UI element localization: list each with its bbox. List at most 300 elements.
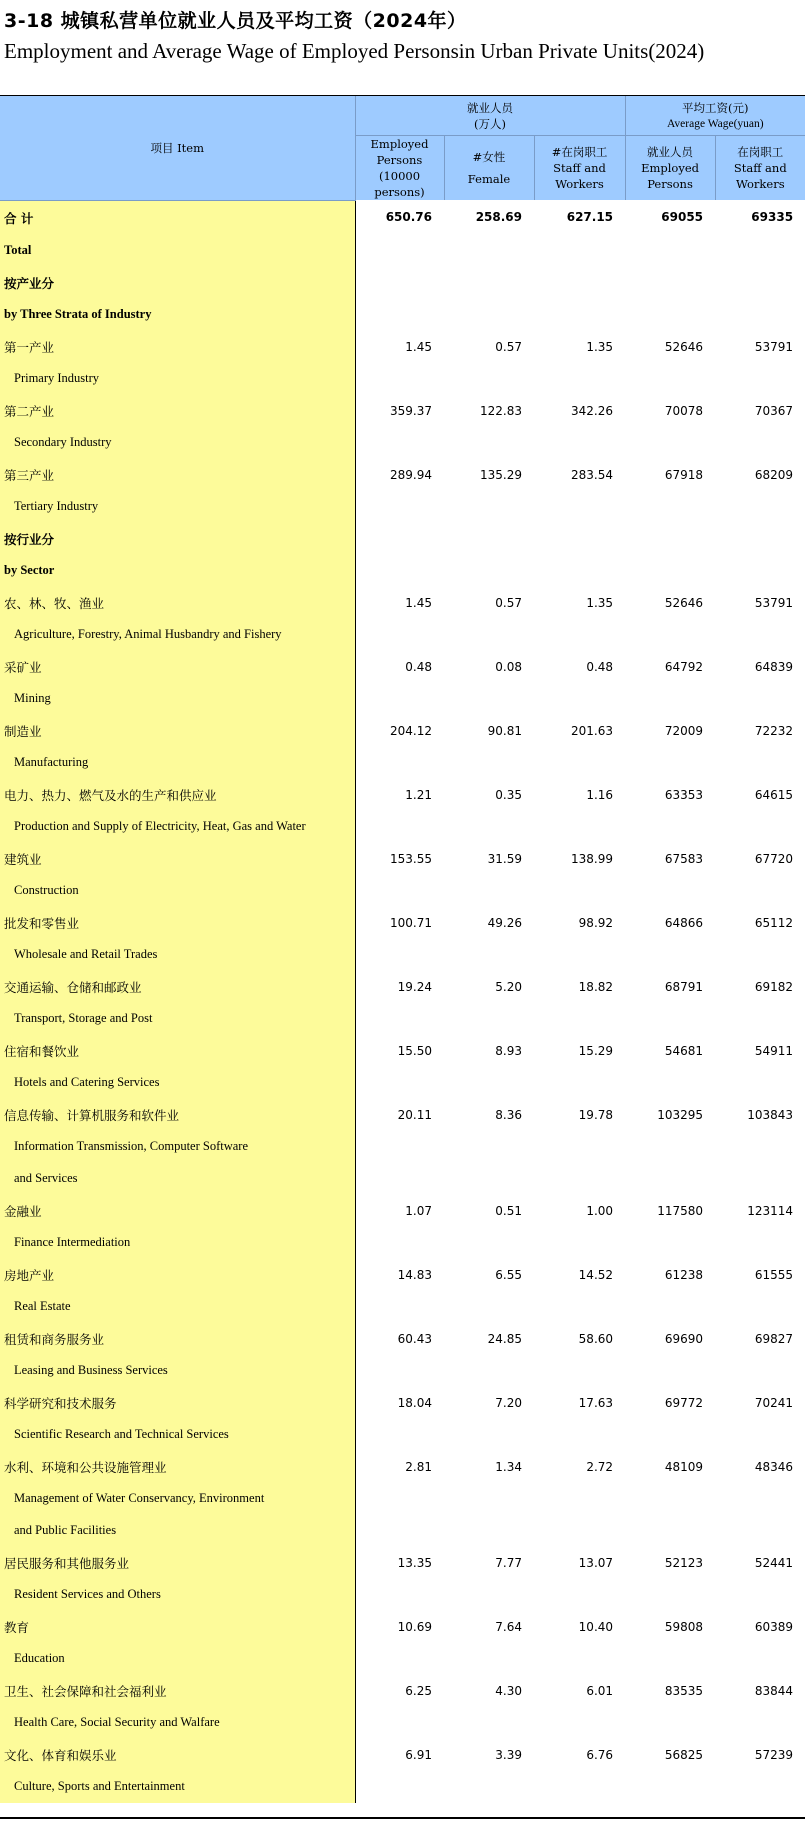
- row-label-text: 房地产业: [4, 1267, 55, 1283]
- cell-staff: 13.07: [578, 1555, 614, 1570]
- cell-wage-staff: [715, 1131, 805, 1163]
- table-title-chinese: 3-18 城镇私营单位就业人员及平均工资（2024年）: [4, 10, 467, 32]
- cell-female: 0.08: [495, 659, 522, 674]
- cell-wage-employed: [625, 491, 715, 523]
- cell-staff: [534, 1003, 625, 1035]
- row-label-text: Culture, Sports and Entertainment: [14, 1779, 185, 1793]
- cell-female: 5.20: [495, 979, 522, 994]
- row-label: [0, 1707, 355, 1739]
- row-label: [0, 875, 355, 907]
- row-label-text: Leasing and Business Services: [14, 1363, 168, 1377]
- header-employed-line2: Persons: [376, 153, 423, 167]
- cell-female: [444, 267, 534, 299]
- row-label: [0, 395, 355, 427]
- row-label-text: 第二产业: [4, 403, 55, 419]
- row-label: [0, 715, 355, 747]
- cell-employed: 19.24: [397, 979, 432, 994]
- table-row: [0, 715, 805, 747]
- table-row: [0, 1291, 805, 1323]
- row-label-text: Primary Industry: [14, 371, 100, 385]
- row-label: [0, 1547, 355, 1579]
- cell-female: [444, 1355, 534, 1387]
- cell-employed: [355, 1355, 444, 1387]
- cell-wage-employed: [625, 939, 715, 971]
- row-label-text: Production and Supply of Electricity, Heat, Gas and Water: [14, 819, 306, 833]
- table-row: [0, 1579, 805, 1611]
- cell-wage-staff: [715, 1419, 805, 1451]
- cell-wage-staff: [715, 1163, 805, 1195]
- table-row: [0, 1195, 805, 1227]
- cell-wage-staff: 65112: [754, 915, 794, 930]
- row-label-text: and Public Facilities: [14, 1523, 117, 1537]
- cell-employed: 15.50: [397, 1043, 432, 1058]
- cell-staff: [534, 1643, 625, 1675]
- cell-wage-employed: [625, 427, 715, 459]
- row-label-text: Health Care, Social Security and Walfare: [14, 1715, 220, 1729]
- header-wage-zh: 平均工资(元): [682, 100, 749, 115]
- cell-staff: [534, 1483, 625, 1515]
- cell-wage-employed: [625, 1291, 715, 1323]
- table-row: [0, 395, 805, 427]
- cell-wage-staff: [715, 683, 805, 715]
- cell-wage-employed: 69690: [664, 1331, 704, 1346]
- row-label-text: Resident Services and Others: [14, 1587, 161, 1601]
- table-row: [0, 1355, 805, 1387]
- cell-wage-employed: [625, 1419, 715, 1451]
- row-label-text: Secondary Industry: [14, 435, 112, 449]
- cell-staff: 1.35: [586, 339, 614, 354]
- row-label-text: Tertiary Industry: [14, 499, 99, 513]
- row-label: [0, 1227, 355, 1259]
- cell-female: 0.57: [495, 595, 522, 610]
- row-label: [0, 299, 355, 331]
- cell-wage-staff: 54911: [754, 1043, 794, 1058]
- table-row: [0, 427, 805, 459]
- cell-staff: [534, 1515, 625, 1547]
- row-label-text: 住宿和餐饮业: [4, 1043, 80, 1059]
- cell-wage-staff: [715, 523, 805, 555]
- cell-employed: [355, 1067, 444, 1099]
- table-row: [0, 1675, 805, 1707]
- cell-employed: 10.69: [397, 1619, 432, 1634]
- cell-wage-employed: 70078: [664, 403, 704, 418]
- cell-wage-staff: 67720: [754, 851, 794, 866]
- cell-wage-employed: [625, 811, 715, 843]
- row-label-text: and Services: [14, 1171, 78, 1185]
- table-row: [0, 235, 805, 267]
- cell-female: [444, 1163, 534, 1195]
- cell-wage-staff: 61555: [754, 1267, 794, 1282]
- cell-staff: 10.40: [578, 1619, 614, 1634]
- cell-wage-employed: 64792: [664, 659, 704, 674]
- cell-wage-staff: 72232: [754, 723, 794, 738]
- row-label-text: 农、林、牧、渔业: [4, 595, 105, 611]
- cell-wage-employed: 69772: [664, 1395, 704, 1410]
- table-row: [0, 587, 805, 619]
- cell-wage-staff: [715, 619, 805, 651]
- cell-wage-employed: 52123: [664, 1555, 704, 1570]
- cell-wage-employed: 59808: [664, 1619, 704, 1634]
- cell-female: [444, 491, 534, 523]
- cell-wage-employed: [625, 363, 715, 395]
- table-row: [0, 555, 805, 587]
- cell-employed: 13.35: [397, 1555, 432, 1570]
- table-row: [0, 1131, 805, 1163]
- cell-employed: 6.25: [405, 1683, 432, 1698]
- header-staff-line3: Workers: [555, 177, 604, 191]
- cell-wage-employed: [625, 747, 715, 779]
- table-row: [0, 1259, 805, 1291]
- row-label: [0, 267, 355, 299]
- cell-wage-employed: 103295: [657, 1107, 704, 1122]
- cell-female: [444, 1515, 534, 1547]
- row-label: [0, 1419, 355, 1451]
- row-label: [0, 1643, 355, 1675]
- cell-employed: [355, 491, 444, 523]
- table-row: [0, 363, 805, 395]
- cell-employed: 6.91: [405, 1747, 432, 1762]
- cell-wage-employed: 52646: [664, 595, 704, 610]
- row-label: [0, 331, 355, 363]
- table-row: [0, 907, 805, 939]
- cell-female: 0.57: [495, 339, 522, 354]
- cell-employed: [355, 1003, 444, 1035]
- cell-wage-staff: 53791: [754, 339, 794, 354]
- row-label: [0, 523, 355, 555]
- table-row: [0, 779, 805, 811]
- row-label-text: 批发和零售业: [4, 915, 80, 931]
- header-col-wage-staff: [715, 136, 805, 201]
- header-wage-en: Average Wage(yuan): [666, 117, 764, 130]
- header-employed-group: [355, 96, 625, 136]
- table-row: [0, 459, 805, 491]
- table-row: [0, 491, 805, 523]
- cell-employed: [355, 1707, 444, 1739]
- cell-wage-employed: [625, 1771, 715, 1803]
- cell-employed: 650.76: [385, 210, 432, 225]
- cell-wage-staff: 57239: [754, 1747, 794, 1762]
- row-label: [0, 1771, 355, 1803]
- header-col-employed: [355, 136, 444, 201]
- row-label: [0, 1675, 355, 1707]
- table-row: [0, 1771, 805, 1803]
- row-label: [0, 1099, 355, 1131]
- row-label-text: 交通运输、仓储和邮政业: [4, 979, 142, 995]
- cell-staff: 15.29: [578, 1043, 614, 1058]
- row-label-text: Transport, Storage and Post: [14, 1011, 153, 1025]
- row-label: [0, 427, 355, 459]
- cell-wage-employed: [625, 1003, 715, 1035]
- row-label: [0, 1323, 355, 1355]
- table-row: [0, 1387, 805, 1419]
- cell-wage-staff: 64839: [754, 659, 794, 674]
- cell-staff: [534, 619, 625, 651]
- row-label-text: by Sector: [4, 563, 55, 577]
- cell-wage-employed: [625, 1579, 715, 1611]
- cell-wage-employed: 52646: [664, 339, 704, 354]
- header-female-zh: #女性: [472, 150, 506, 164]
- cell-wage-employed: [625, 235, 715, 267]
- cell-wage-employed: 117580: [657, 1203, 704, 1218]
- cell-wage-employed: [625, 1355, 715, 1387]
- cell-wage-staff: 103843: [747, 1107, 794, 1122]
- cell-staff: 19.78: [578, 1107, 614, 1122]
- row-label-text: 卫生、社会保障和社会福利业: [4, 1683, 167, 1699]
- table-title-english: Employment and Average Wage of Employed Personsin Urban Private Units(2024): [4, 39, 705, 63]
- table-row: [0, 651, 805, 683]
- bottom-rule: [0, 1817, 805, 1819]
- cell-wage-staff: [715, 363, 805, 395]
- cell-employed: [355, 555, 444, 587]
- cell-employed: 1.21: [405, 787, 432, 802]
- cell-wage-employed: 68791: [664, 979, 704, 994]
- cell-staff: [534, 939, 625, 971]
- cell-female: 8.93: [495, 1043, 522, 1058]
- row-label: [0, 555, 355, 587]
- table-row: [0, 267, 805, 299]
- row-label-text: Construction: [14, 883, 79, 897]
- cell-female: [444, 1131, 534, 1163]
- row-label: [0, 1611, 355, 1643]
- cell-employed: 153.55: [390, 851, 432, 866]
- cell-employed: [355, 1419, 444, 1451]
- row-label-text: 采矿业: [4, 659, 42, 675]
- cell-wage-staff: 60389: [754, 1619, 794, 1634]
- header-wage-group: [625, 96, 805, 136]
- cell-wage-employed: [625, 1067, 715, 1099]
- table-row: [0, 875, 805, 907]
- row-label: [0, 1035, 355, 1067]
- cell-wage-employed: 69055: [661, 210, 704, 225]
- cell-female: 49.26: [487, 915, 522, 930]
- cell-employed: 1.07: [405, 1203, 432, 1218]
- cell-female: 1.34: [495, 1459, 522, 1474]
- row-label: [0, 1483, 355, 1515]
- cell-staff: [534, 1067, 625, 1099]
- cell-staff: 6.01: [586, 1683, 614, 1698]
- cell-employed: 1.45: [405, 595, 432, 610]
- cell-staff: 342.26: [571, 403, 614, 418]
- row-label: [0, 1387, 355, 1419]
- cell-female: 0.35: [495, 787, 522, 802]
- table-row: [0, 811, 805, 843]
- row-label-text: 居民服务和其他服务业: [4, 1555, 130, 1571]
- table-row: [0, 1419, 805, 1451]
- cell-wage-staff: [715, 555, 805, 587]
- cell-wage-employed: 72009: [664, 723, 704, 738]
- cell-staff: [534, 1707, 625, 1739]
- table-row: [0, 1451, 805, 1483]
- header-col-staff: [534, 136, 625, 201]
- cell-staff: [534, 523, 625, 555]
- cell-wage-employed: 83535: [664, 1683, 704, 1698]
- cell-employed: [355, 235, 444, 267]
- cell-staff: [534, 1291, 625, 1323]
- cell-wage-staff: 64615: [754, 787, 794, 802]
- row-label: [0, 843, 355, 875]
- header-staff-zh: #在岗职工: [551, 145, 608, 159]
- cell-employed: [355, 747, 444, 779]
- cell-employed: 289.94: [390, 467, 432, 482]
- row-label: [0, 779, 355, 811]
- row-label: [0, 200, 355, 235]
- cell-employed: [355, 267, 444, 299]
- cell-staff: [534, 811, 625, 843]
- row-label: [0, 491, 355, 523]
- cell-female: 0.51: [495, 1203, 522, 1218]
- row-label: [0, 939, 355, 971]
- row-label-text: Management of Water Conservancy, Environment: [14, 1491, 265, 1505]
- cell-wage-employed: [625, 619, 715, 651]
- header-employed-line3: (10000 persons): [374, 169, 425, 199]
- table-row: [0, 1323, 805, 1355]
- cell-wage-staff: [715, 1771, 805, 1803]
- cell-staff: [534, 683, 625, 715]
- row-label: [0, 1163, 355, 1195]
- row-label-text: Total: [4, 243, 32, 257]
- row-label-text: 金融业: [4, 1203, 42, 1219]
- cell-staff: 98.92: [578, 915, 614, 930]
- cell-employed: 0.48: [405, 659, 432, 674]
- row-label: [0, 1355, 355, 1387]
- row-label-text: 教育: [4, 1619, 30, 1635]
- row-label: [0, 1003, 355, 1035]
- cell-staff: 58.60: [578, 1331, 614, 1346]
- table-row: [0, 1547, 805, 1579]
- cell-staff: [534, 267, 625, 299]
- cell-wage-staff: 83844: [754, 1683, 794, 1698]
- row-label-text: 制造业: [4, 723, 42, 739]
- cell-wage-staff: 69335: [751, 210, 794, 225]
- cell-female: [444, 811, 534, 843]
- table-row: [0, 1227, 805, 1259]
- cell-female: [444, 683, 534, 715]
- row-label-text: 文化、体育和娱乐业: [4, 1747, 117, 1763]
- cell-female: 7.64: [495, 1619, 522, 1634]
- row-label-text: 水利、环境和公共设施管理业: [4, 1459, 167, 1475]
- row-label-text: 合 计: [4, 210, 34, 226]
- cell-female: 135.29: [480, 467, 522, 482]
- cell-female: [444, 1227, 534, 1259]
- cell-employed: [355, 1771, 444, 1803]
- cell-female: 24.85: [487, 1331, 522, 1346]
- cell-staff: 138.99: [571, 851, 614, 866]
- cell-wage-staff: 70367: [754, 403, 794, 418]
- cell-wage-employed: [625, 1227, 715, 1259]
- cell-staff: 0.48: [586, 659, 614, 674]
- cell-wage-staff: 48346: [754, 1459, 794, 1474]
- table-row: [0, 1643, 805, 1675]
- header-wage-staff-zh: 在岗职工: [737, 145, 784, 159]
- cell-staff: [534, 1355, 625, 1387]
- cell-staff: 1.00: [586, 1203, 614, 1218]
- cell-wage-staff: [715, 1515, 805, 1547]
- cell-female: 90.81: [487, 723, 522, 738]
- cell-employed: 1.45: [405, 339, 432, 354]
- cell-female: [444, 747, 534, 779]
- cell-wage-staff: [715, 875, 805, 907]
- header-staff-line2: Staff and: [553, 161, 606, 175]
- row-label: [0, 1067, 355, 1099]
- cell-wage-employed: [625, 1515, 715, 1547]
- header-item: [0, 96, 355, 200]
- header-col-wage-employed: [625, 136, 715, 201]
- row-label-text: 按行业分: [4, 531, 55, 547]
- row-label-text: 建筑业: [4, 851, 42, 867]
- cell-wage-staff: [715, 1579, 805, 1611]
- table-row: [0, 619, 805, 651]
- row-label-text: by Three Strata of Industry: [4, 307, 152, 321]
- cell-wage-staff: [715, 235, 805, 267]
- row-label-text: Education: [14, 1651, 65, 1665]
- cell-staff: 6.76: [586, 1747, 614, 1762]
- cell-employed: 18.04: [397, 1395, 432, 1410]
- row-label-text: 电力、热力、燃气及水的生产和供应业: [4, 787, 217, 803]
- row-label: [0, 1739, 355, 1771]
- cell-wage-staff: 68209: [754, 467, 794, 482]
- cell-employed: [355, 875, 444, 907]
- cell-wage-staff: [715, 1643, 805, 1675]
- row-label: [0, 747, 355, 779]
- row-label: [0, 1515, 355, 1547]
- row-label: [0, 971, 355, 1003]
- cell-employed: 20.11: [397, 1107, 432, 1122]
- cell-female: [444, 1419, 534, 1451]
- cell-wage-staff: 53791: [754, 595, 794, 610]
- cell-wage-staff: [715, 427, 805, 459]
- header-wage-employed-zh: 就业人员: [647, 145, 694, 159]
- cell-employed: [355, 523, 444, 555]
- cell-wage-staff: 69182: [754, 979, 794, 994]
- cell-female: [444, 555, 534, 587]
- table-row: [0, 1163, 805, 1195]
- row-label-text: Agriculture, Forestry, Animal Husbandry and Fishery: [14, 627, 282, 641]
- cell-wage-staff: [715, 811, 805, 843]
- cell-female: 3.39: [495, 1747, 522, 1762]
- cell-staff: 1.16: [586, 787, 614, 802]
- cell-staff: [534, 427, 625, 459]
- cell-employed: [355, 1163, 444, 1195]
- cell-staff: [534, 1771, 625, 1803]
- row-label-text: Hotels and Catering Services: [14, 1075, 160, 1089]
- cell-wage-employed: [625, 875, 715, 907]
- header-col-female: [444, 136, 534, 201]
- table-row: [0, 1707, 805, 1739]
- cell-female: [444, 427, 534, 459]
- cell-staff: [534, 875, 625, 907]
- cell-employed: [355, 1515, 444, 1547]
- cell-staff: 283.54: [571, 467, 614, 482]
- cell-wage-employed: 48109: [664, 1459, 704, 1474]
- table-row: [0, 1611, 805, 1643]
- table-row: [0, 331, 805, 363]
- cell-staff: [534, 1419, 625, 1451]
- cell-female: [444, 523, 534, 555]
- cell-employed: [355, 1579, 444, 1611]
- row-label: [0, 587, 355, 619]
- table-row: [0, 1067, 805, 1099]
- cell-employed: [355, 363, 444, 395]
- cell-employed: [355, 427, 444, 459]
- cell-wage-employed: [625, 1163, 715, 1195]
- cell-female: [444, 875, 534, 907]
- cell-employed: [355, 619, 444, 651]
- cell-wage-staff: [715, 1291, 805, 1323]
- header-employed-unit: (万人): [474, 116, 506, 131]
- header-wage-staff-line2: Staff and: [733, 161, 787, 175]
- cell-wage-staff: [715, 491, 805, 523]
- cell-employed: [355, 1131, 444, 1163]
